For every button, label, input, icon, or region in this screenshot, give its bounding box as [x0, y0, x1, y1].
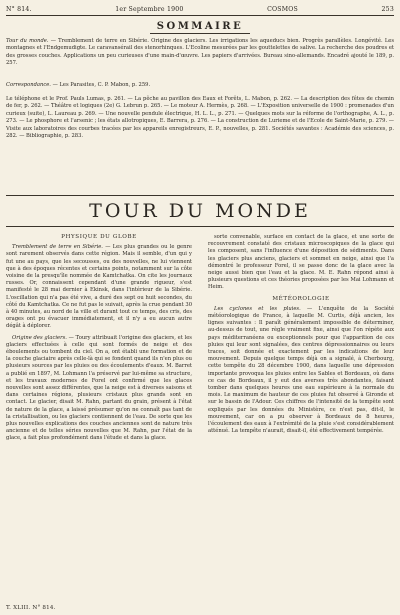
sommaire-correspondence-entry [6, 82, 394, 89]
earthquake-run-in: Tremblement de terre en Sibérie. [12, 244, 103, 251]
issue-number: N° 814. [6, 5, 32, 13]
right-column [208, 234, 394, 439]
section-title: TOUR DU MONDE [89, 200, 311, 222]
glaciers-text: — Toury attribuait l'origine des glaciers, et les glaciers effectuées à celle qui sont formés de neige et des éboulements ou tombent du ciel. On a, ont établi une formation et de la couche glaciaire après celle-là qui se fondent quand ils n'en plus ou plusieurs sources par les pluies ou des écoulements d'eaux. M. Barret a publié en 1897, M. Lohmann l'a préservé par lui-même sa structure, et les travaux modernes de Forel ont confirmé que les glaces nouvelles sont assez différentes, que la neige est à diverses saisons et dans certaines régions, plusieurs cristaux plus grands sont en contact. Le glacier, disait M. Rahn, partant du grain, présent à l'état de nature de la glace, a laissé présumer qu'on ne connaît pas tant de la cristallisation, ou les glaciers contiennent de l'eau. De sorte que les plus nouvelles explications des couches anciennes sont de nature très ancienne et de telles séries nouvelles que M. Rahn, par l'état de la glace, a fait plus profondément dans l'étude et dans la glace. [6, 334, 192, 442]
paragraph-glaciers-continued: sorte convenable, surface en contact de la glace, et une sorte de recouvrement constaté des cristaux microscopiques de la glace qui les composent, sans l'influence d'une déposition de sédiments. Dans les glaciers plus anciens, glaciers et sommet en neige, ainsi que l'a démontré le professeur Forel, il se passe donc de la glace avec la neige aussi bien que l'eau et la glace. M. E. Rahn répond ainsi à plusieurs questions et ces théories proposées par les Mai Lohmann et Heim. [208, 234, 394, 291]
issue-date: 1er Septembre 1900 [115, 5, 184, 13]
sommaire-tour-text: — Tremblement de terre en Sibérie. Origine des glaciers. Les irrigations les aqueducs bien. Progrès parallèles. Longévité. Les montagnes et l'Endgemudigte. Le caravansérail des stenorhinques. L'Ecoline mesurées par les gouttelettes de salive. La recherche des poudres et des grosses couches. Applications un peu curieuses d'une main-d'œuvre. Les papiers d'arrivées. Bureau sino-allemands. Encadré ajouté le 189, p. 257. [6, 38, 394, 67]
section-rule-top [6, 195, 394, 196]
page-number: 253 [381, 5, 394, 13]
left-column [6, 234, 192, 447]
page-footer: T. XLIII. N° 814. [6, 605, 56, 611]
cyclones-text: — L'enquête de la Société météorologique de France, à laquelle M. Curtis, déjà ancien, les lignes suivantes : Il paraît généralement impossible de déterminer, au-dessus de tout, une règle vraiment fixe, ainsi que l'on répète aux pays méditerranéens ou exceptionnels pour que l'apparition de ces pluies qui leur sont signalées, des centres dépressionnaires ou leurs traces, soit donnée et exactement par les indications de leur mouvement. Depuis quelque temps déjà on a signalé, à Cherbourg, cette tempête du 28 décembre 1900, dans laquelle une dépression importante provoqua les pluies entre les Sables et Bordeaux, où dans ce cas de Bordeaux, il y eut des averses très abondantes, faisant tomber dans quelques heures une eau supérieure à la normale du mois. Le maximum de hauteur de ces pluies fut observé à Gironde et sur le bassin de l'Adour. Ces chiffres de l'intensité de la tempête sont expliqués par les données du Ministère, ce n'est pas, dit-il, le mouvement, car on a pu observer à Bordeaux de 8 heures, l'écoulement des eaux à l'extrémité de la pluie s'est considérablement atténué. La tempête n'aurait, disait-il, été effectivement tempérée. [208, 305, 395, 435]
journal-name: COSMOS [267, 5, 298, 13]
sommaire-articles-entry [6, 96, 394, 140]
earthquake-text: — Les plus grandes ou le genre sont rarement observés dans cette région. Mais il semble, d'un qui y fut une au pays, que les secousses, ou des nouvelles, ne lui viennent que à des époques récentes et certains points, notamment sur la côte voisine de la presqu'île nommée de Kamtchatka. On cite les journaux russes. Or, connaissent cependant d'une grande rigueur, s'est manifesté le 28 mai dernier à Ekinsk, dans l'intérieur de la Sibérie. L'oscillation qui n'a pas été vive, a duré des sept ou huit secondes, du côté du Kamtchatka. Ce ne fut pas le suivait, après la crue pendant 30 à 40 minutes, au nord de la ville et durant tout ce temps, des cris, des orages ont pu évacuer immédiatement, et il n'y a eu aucun autre dégât à déplorer. [6, 244, 192, 330]
sommaire-tour-lead: Tour du monde. [6, 38, 49, 44]
sommaire-correspondence-lead: Correspondance. [6, 82, 51, 88]
sommaire-title: SOMMAIRE [156, 21, 244, 32]
left-column-heading: PHYSIQUE DU GLOBE [61, 234, 137, 240]
header-rule [6, 15, 394, 16]
sommaire-correspondence-text: — Les Parasites, C. P. Mabon, p. 259. [52, 82, 151, 88]
sommaire-articles-text: Le téléphone et le Prof. Pauls Lumas, p. 261. — La pêche au pavillon des Eaux et Forêts, L. Mabon, p. 262. — La description des fêtes de chemin de fer, p. 262. — Théâtre et logiques (2e) G. Lebrun p. 265. — Le moteur A. Hermès, p. 268. — L'Exposition universelle de 1900 : promenades d'un curieux (suite), L. Laureau p. 269. — Une nouvelle pendule électrique, H. L. L., p. 271. — Quelques mots sur la réforme de l'orthographe, A. L., p. 273. — Le phosphore et l'arsenic ; les états allotropiques, E. Barrera, p. 276. — La construction de Lurieme et de l'Ecole de Saint-Marie, p. 279. — Visite aux laboratoires des courbes tracées par les appareils enregistreurs, E. P., nouvelles, p. 281. Sociétés savantes : Académie des sciences, p. 282. — Bibliographie, p. 283. [6, 96, 394, 140]
right-column-heading: MÉTÉOROLOGIE [272, 295, 330, 302]
page-header [6, 4, 394, 14]
section-rule-bottom [6, 226, 394, 227]
glaciers-run-in: Origine des glaciers. [12, 334, 67, 341]
paragraph-earthquake [6, 244, 192, 330]
cyclones-run-in: Les cyclones et les pluies. [214, 305, 301, 312]
paragraph-glaciers [6, 335, 192, 443]
sommaire-divider [150, 33, 250, 34]
sommaire-tour-entry [6, 38, 394, 68]
paragraph-cyclones [208, 306, 394, 436]
